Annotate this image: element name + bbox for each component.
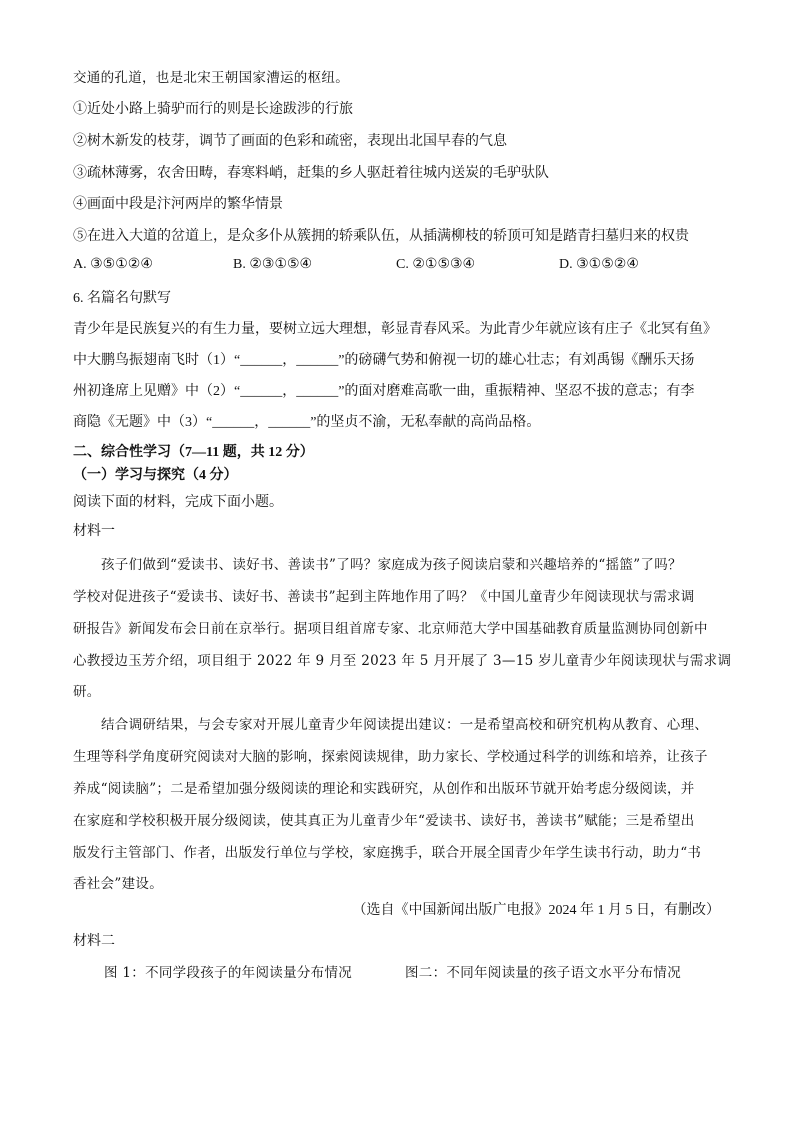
section-2-heading: 二、综合性学习（7—11 题，共 12 分） [73,445,314,460]
material-1-p1-line-4: 心教授边玉芳介绍，项目组于 2022 年 9 月至 2023 年 5 月开展了 3—15 岁儿童青少年阅读现状与需求调 [73,653,732,669]
material-1-p2-line-5: 版发行主管部门、作者，出版发行单位与学校，家庭携手，联合开展全国青少年学生读书行动，助力“书 [73,845,702,861]
passage-tail-line: 交通的孔道，也是北宋王朝国家漕运的枢纽。 [73,70,349,86]
material-1-p1-line-2: 学校对促进孩子“爱读书、读好书、善读书”起到主阵地作用了吗？《中国儿童青少年阅读现状与需求调 [73,589,695,605]
material-1-p2-line-3: 养成“阅读脑”；二是希望加强分级阅读的理论和实践研究，从创作和出版环节就开始考虑分级阅读，并 [73,781,695,797]
question-6-line-4: 商隐《无题》中（3）“______，______”的坚贞不渝，无私奉献的高尚品格。 [73,415,541,430]
figure-1-caption: 图 1：不同学段孩子的年阅读量分布情况 [104,965,353,981]
section-2-subheading: （一）学习与探究（4 分） [73,468,238,483]
material-1-p2-line-1: 结合调研结果，与会专家对开展儿童青少年阅读提出建议：一是希望高校和研究机构从教育、心理、 [101,717,709,733]
material-1-p1-line-3: 研报告》新闻发布会日前在京举行。据项目组首席专家、北京师范大学中国基础教育质量监测协同创新中 [73,621,708,637]
material-1-p1-line-5: 研。 [73,684,101,700]
statement-2: ②树木新发的枝芽，调节了画面的色彩和疏密，表现出北国早春的气息 [73,134,507,149]
option-a[interactable]: A. ③⑤①②④ [73,257,153,272]
figure-2-caption: 图二：不同年阅读量的孩子语文水平分布情况 [405,965,681,981]
option-d[interactable]: D. ③①⑤②④ [559,257,639,272]
statement-5: ⑤在进入大道的岔道上，是众多仆从簇拥的轿乘队伍，从插满柳枝的轿顶可知是踏青扫墓归来的权贵 [73,229,689,244]
material-2-label: 材料二 [73,934,115,949]
answer-options [73,256,723,278]
instruction: 阅读下面的材料，完成下面小题。 [73,495,283,510]
material-1-p1-line-1: 孩子们做到“爱读书、读好书、善读书”了吗？家庭成为孩子阅读启蒙和兴趣培养的“摇篮”了吗？ [101,557,682,573]
question-6-line-1: 青少年是民族复兴的有生力量，要树立远大理想，彰显青春风采。为此青少年就应该有庄子《北冥有鱼》 [73,322,717,337]
question-6-title: 6. 名篇名句默写 [73,291,171,306]
statement-4: ④画面中段是汴河两岸的繁华情景 [73,197,283,212]
statement-1: ①近处小路上骑驴而行的则是长途跋涉的行旅 [73,102,353,117]
option-c[interactable]: C. ②①⑤③④ [396,257,476,272]
material-1-p2-line-2: 生理等科学角度研究阅读对大脑的影响，探索阅读规律，助力家长、学校通过科学的训练和培养，让孩子 [73,749,708,765]
question-6-line-2: 中大鹏鸟振翅南飞时（1）“______，______”的磅礴气势和俯视一切的雄心壮志；有刘禹锡《酬乐天扬 [73,353,695,368]
source-citation: （选自《中国新闻出版广电报》2024 年 1 月 5 日，有删改） [352,903,720,918]
option-b[interactable]: B. ②③①⑤④ [233,257,313,272]
material-1-label: 材料一 [73,524,115,539]
material-1-p2-line-4: 在家庭和学校积极开展分级阅读，使其真正为儿童青少年“爱读书、读好书，善读书”赋能；三是希望出 [73,813,695,829]
statement-3: ③疏林薄雾，农舍田畴，春寒料峭，赶集的乡人驱赶着往城内送炭的毛驴驮队 [73,166,549,181]
material-1-p2-line-6: 香社会”建设。 [73,876,164,892]
question-6-line-3: 州初逢席上见赠》中（2）“______，______”的面对磨难高歌一曲，重振精神、坚忍不拔的意志；有李 [73,384,695,399]
